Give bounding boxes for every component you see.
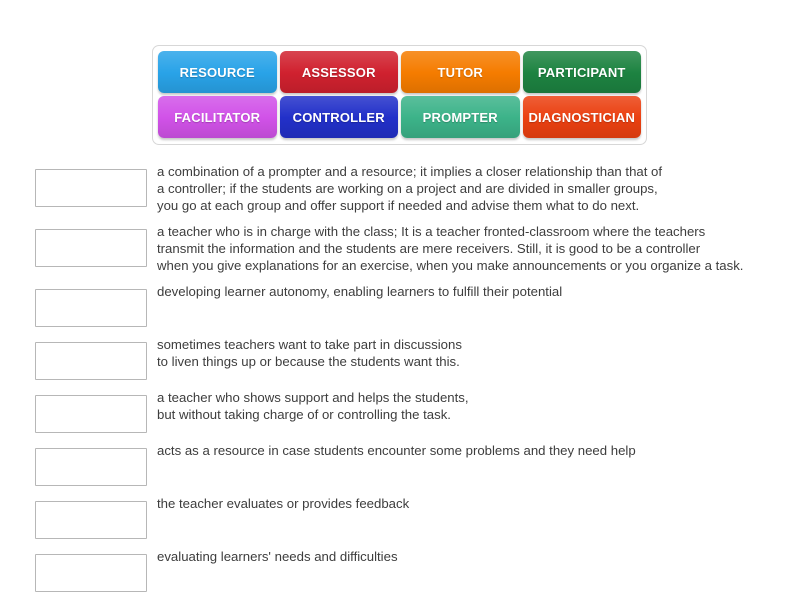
question-prompt: [157, 280, 784, 300]
question-prompt-line: a controller; if the students are working on a project and are divided in smaller groups,: [157, 181, 658, 196]
answer-dropzone[interactable]: [35, 169, 147, 207]
answer-tile-label: PROMPTER: [422, 109, 498, 125]
answer-tile-label: FACILITATOR: [174, 109, 261, 125]
answer-tile-diagnostician[interactable]: [523, 96, 642, 138]
question-prompt-line: transmit the information and the students are mere receivers. Still, it is good to be a controller: [157, 241, 701, 256]
answer-tile-label: PARTICIPANT: [537, 64, 626, 80]
question-prompt-line: when you give explanations for an exercise, when you make announcements or you organize a task.: [157, 258, 744, 273]
question-prompt-line: to liven things up or because the students want this.: [157, 354, 460, 369]
question-row: [0, 220, 800, 274]
answer-tile-controller[interactable]: [280, 96, 399, 138]
question-row: [0, 492, 800, 539]
answer-tile-label: DIAGNOSTICIAN: [528, 109, 636, 125]
tile-row: [158, 51, 641, 93]
answer-dropzone[interactable]: [35, 395, 147, 433]
question-prompt: [157, 386, 784, 423]
question-prompt-line: acts as a resource in case students encounter some problems and they need help: [157, 443, 636, 458]
question-prompt-line: a teacher who shows support and helps the students,: [157, 390, 469, 405]
answer-dropzone[interactable]: [35, 501, 147, 539]
answer-tile-resource[interactable]: [158, 51, 277, 93]
question-prompt-line: a combination of a prompter and a resource; it implies a closer relationship than that of: [157, 164, 663, 179]
answer-dropzone[interactable]: [35, 342, 147, 380]
tile-row: [158, 96, 641, 138]
question-row: [0, 333, 800, 380]
question-row: [0, 439, 800, 486]
answer-tile-facilitator[interactable]: [158, 96, 277, 138]
answer-tile-assessor[interactable]: [280, 51, 399, 93]
answer-tile-prompter[interactable]: [401, 96, 520, 138]
question-prompt: [157, 220, 784, 274]
question-prompt-line: sometimes teachers want to take part in discussions: [157, 337, 462, 352]
question-prompt: [157, 439, 784, 459]
answer-dropzone[interactable]: [35, 229, 147, 267]
question-prompt-line: the teacher evaluates or provides feedback: [157, 496, 410, 511]
answer-dropzone[interactable]: [35, 554, 147, 592]
answer-tile-label: ASSESSOR: [301, 64, 376, 80]
question-prompt: [157, 160, 784, 214]
question-prompt: [157, 545, 784, 565]
question-row: [0, 386, 800, 433]
answer-dropzone[interactable]: [35, 448, 147, 486]
question-prompt-line: but without taking charge of or controlling the task.: [157, 407, 451, 422]
question-row: [0, 545, 800, 592]
answer-tile-participant[interactable]: [523, 51, 642, 93]
question-row: [0, 160, 800, 214]
question-row: [0, 280, 800, 327]
question-prompt-line: a teacher who is in charge with the class; It is a teacher fronted-classroom where the teachers: [157, 224, 706, 239]
answer-dropzone[interactable]: [35, 289, 147, 327]
question-prompt: [157, 492, 784, 512]
question-prompt-line: developing learner autonomy, enabling learners to fulfill their potential: [157, 284, 563, 299]
answer-tile-tutor[interactable]: [401, 51, 520, 93]
tile-bank: [152, 45, 647, 145]
question-rows: [0, 160, 800, 598]
answer-tile-label: RESOURCE: [179, 64, 255, 80]
question-prompt: [157, 333, 784, 370]
question-prompt-line: evaluating learners' needs and difficulties: [157, 549, 398, 564]
answer-tile-label: CONTROLLER: [292, 109, 385, 125]
answer-tile-label: TUTOR: [437, 64, 484, 80]
question-prompt-line: you go at each group and offer support if needed and advise them what to do next.: [157, 198, 640, 213]
